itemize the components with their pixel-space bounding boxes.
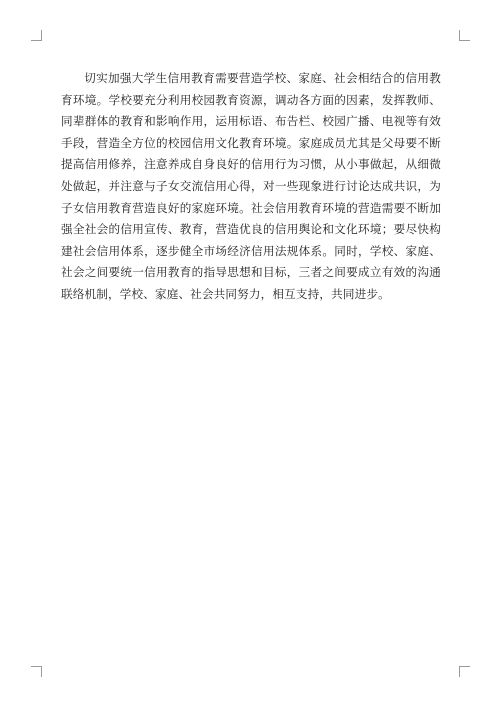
crop-mark-bottom-left bbox=[31, 666, 42, 677]
crop-mark-top-right bbox=[459, 30, 470, 41]
crop-mark-bottom-right bbox=[459, 666, 470, 677]
body-paragraph: 切实加强大学生信用教育需要营造学校、家庭、社会相结合的信用教育环境。学校要充分利用校园教育资源，调动各方面的因素，发挥教师、同辈群体的教育和影响作用，运用标语、布告栏、校园广播、电视等有效手段，营造全方位的校园信用文化教育环境。家庭成员尤其是父母要不断提高信用修养，注意养成自身良好的信用行为习惯，从小事做起，从细微处做起，并注意与子女交流信用心得，对一些现象进行讨论达成共识，为子女信用教育营造良好的家庭环境。社会信用教育环境的营造需要不断加强全社会的信用宣传、教育，营造优良的信用舆论和文化环境；要尽快构建社会信用体系，逐步健全市场经济信用法规体系。同时，学校、家庭、社会之间要统一信用教育的指导思想和目标，三者之间要成立有效的沟通联络机制，学校、家庭、社会共同努力，相互支持，共同进步。 bbox=[61, 71, 441, 301]
document-body bbox=[61, 68, 441, 306]
crop-mark-top-left bbox=[31, 30, 42, 41]
